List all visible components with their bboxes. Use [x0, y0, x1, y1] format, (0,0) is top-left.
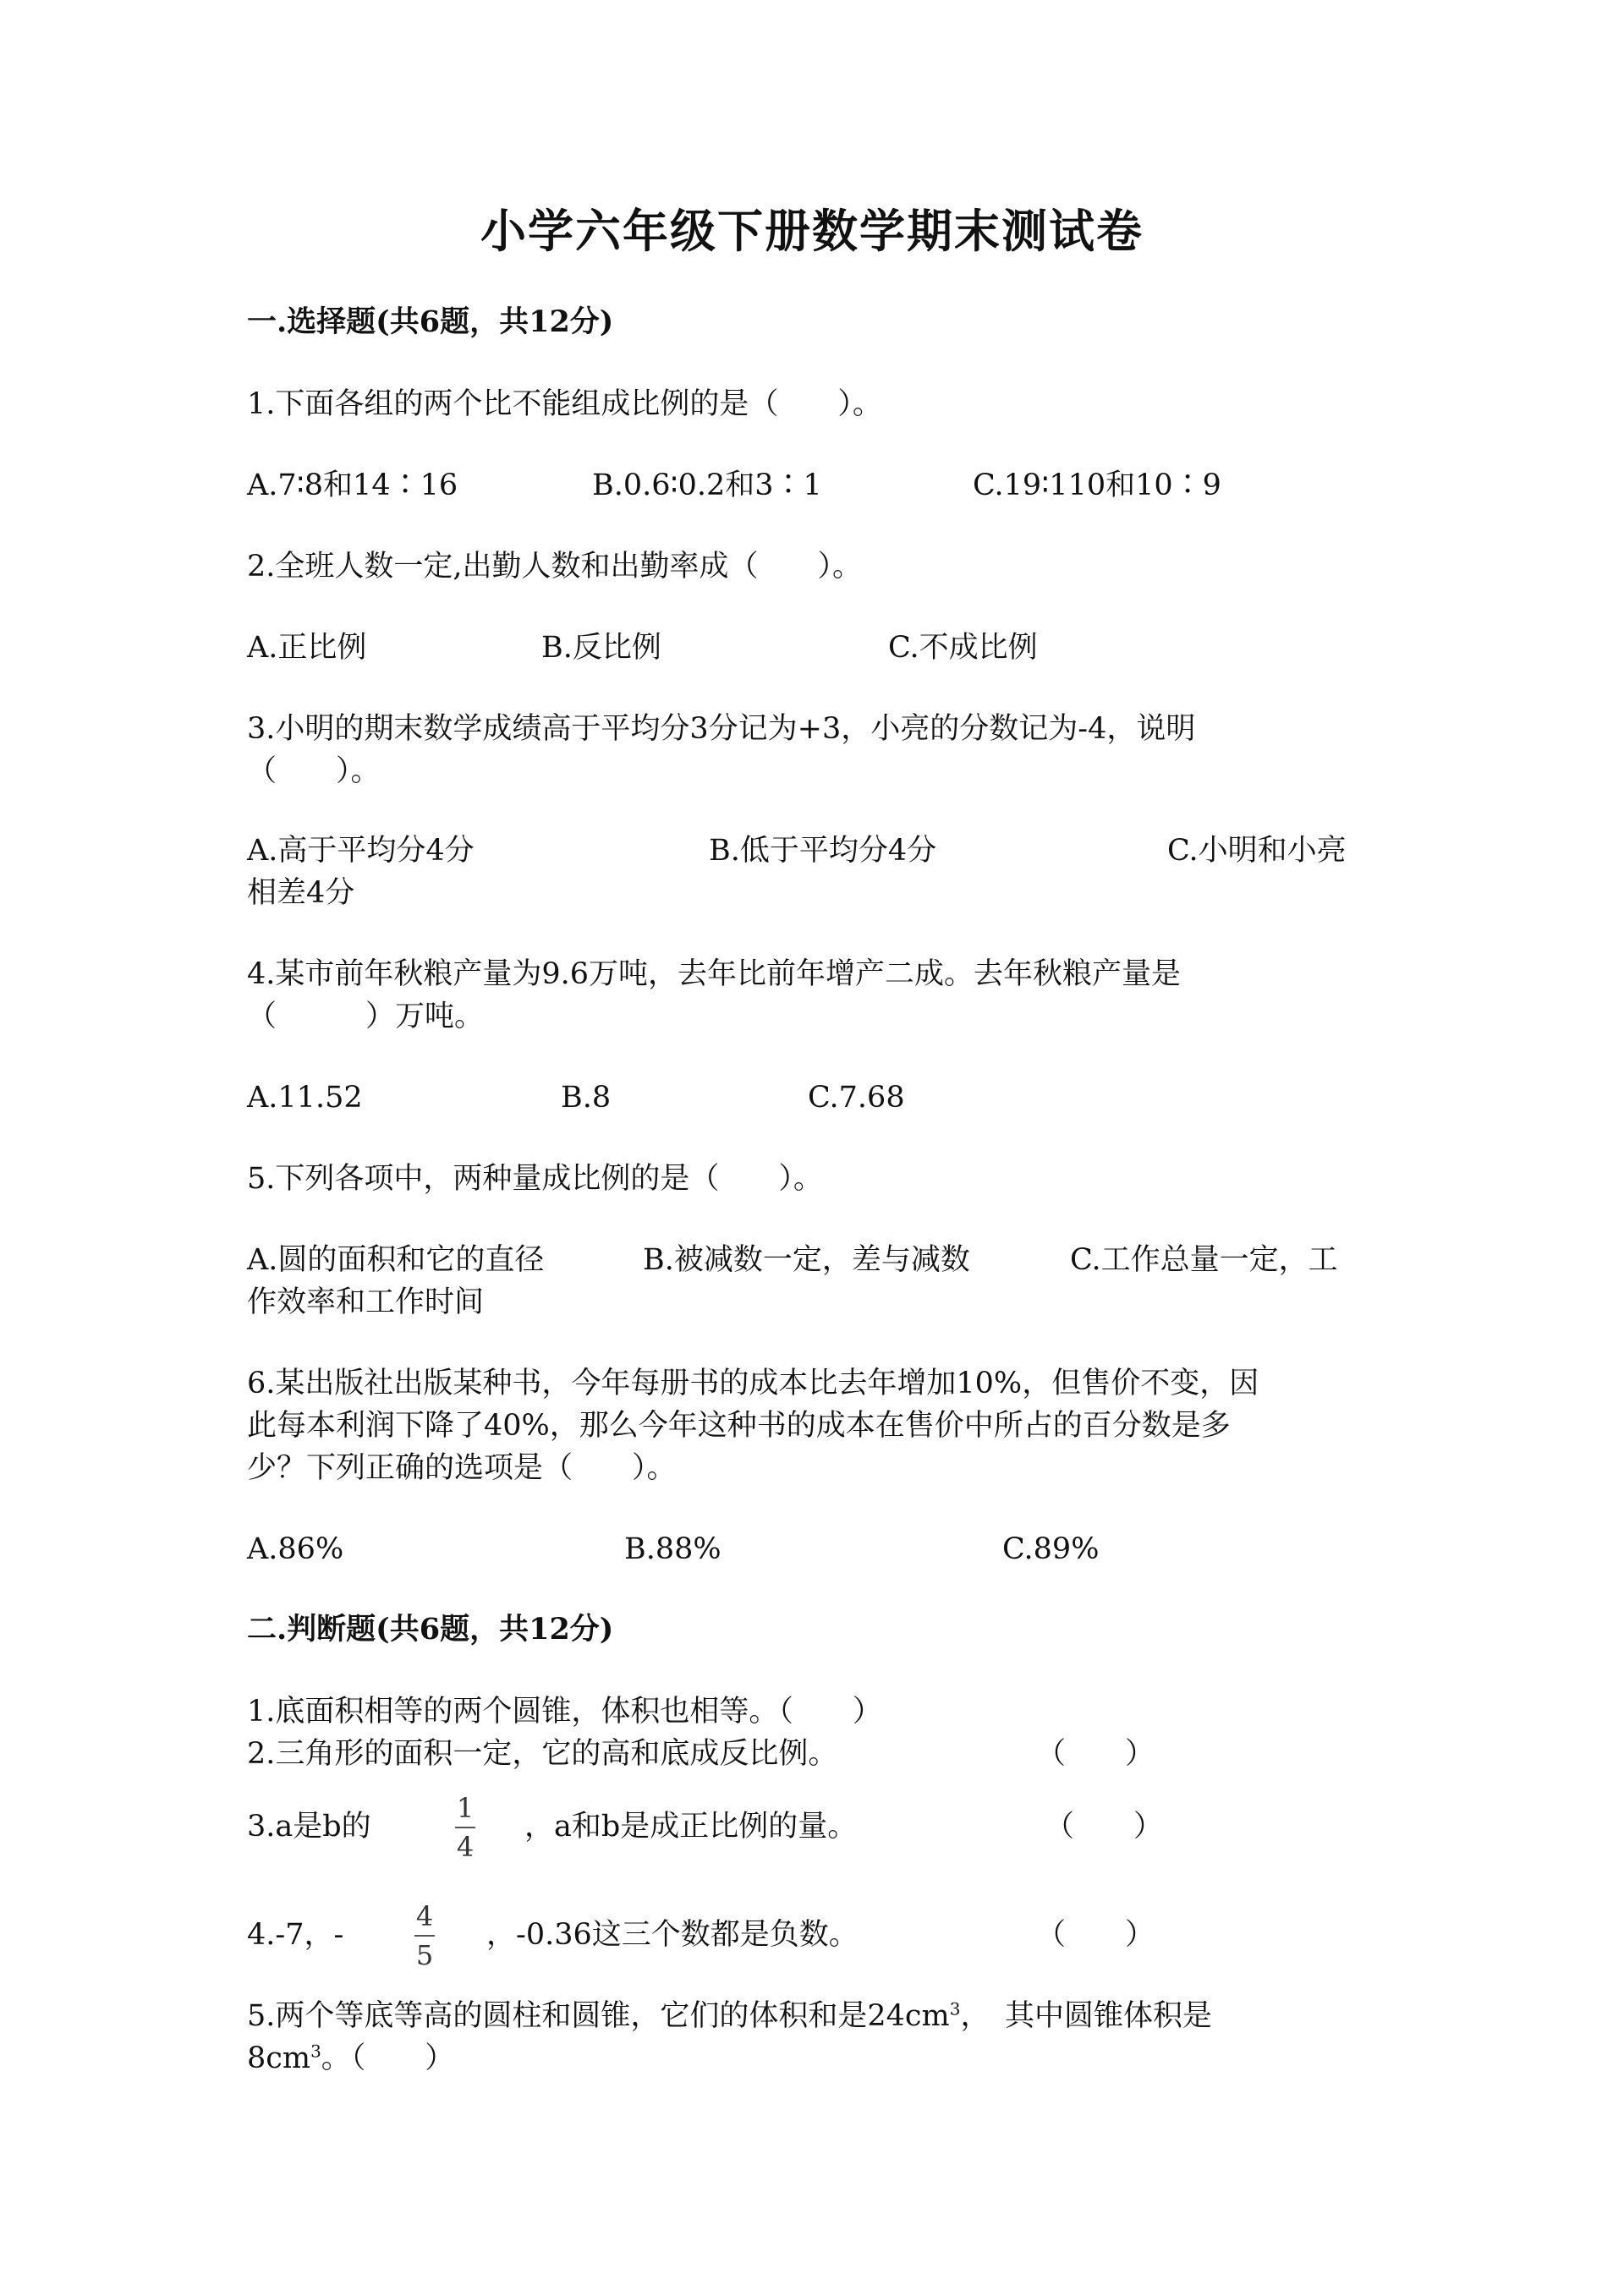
question-stem-line2: （ ）。	[247, 754, 381, 788]
option-a: A.7∶8和14∶16	[247, 469, 458, 502]
option-a: A.86%	[247, 1532, 344, 1566]
option-b: B.反比例	[541, 631, 661, 665]
option-b: B.0.6∶0.2和3∶1	[592, 469, 822, 502]
fraction-numerator: 4	[415, 1900, 434, 1932]
judgement-item: 1.底面积相等的两个圆锥，体积也相等。（ ）	[247, 1695, 882, 1729]
judgement-item-line1: 5.两个等底等高的圆柱和圆锥，它们的体积和是$24cm^3$， 其中圆锥体积是	[247, 1998, 1212, 2033]
judgement-item-suffix: ，a和b是成正比例的量。	[524, 1810, 858, 1844]
question-stem-line1: 3.小明的期末数学成绩高于平均分3分记为+3，小亮的分数记为-4，说明	[247, 712, 1196, 746]
option-c: C.89%	[1002, 1532, 1100, 1566]
section-heading-choice: 一.选择题(共6题，共12分)	[247, 304, 614, 339]
judgement-item-prefix: 4.-7，-	[247, 1918, 344, 1952]
question-stem-line1: 6.某出版社出版某种书，今年每册书的成本比去年增加10%，但售价不变，因	[247, 1367, 1259, 1400]
option-c: C.7.68	[808, 1081, 905, 1115]
option-a: A.11.52	[247, 1081, 363, 1115]
question-stem: 2.全班人数一定,出勤人数和出勤率成（ ）。	[247, 550, 863, 584]
judgement-item: 2.三角形的面积一定，它的高和底成反比例。	[247, 1737, 838, 1771]
option-b: B.88%	[624, 1532, 721, 1566]
answer-parentheses: （ ）	[1045, 1810, 1164, 1844]
option-c: C.19∶110和10∶9	[973, 469, 1221, 502]
option-a: A.高于平均分4分	[247, 834, 475, 868]
fraction-denominator: 4	[456, 1831, 475, 1863]
question-stem-line3: 少？下列正确的选项是（ ）。	[247, 1451, 677, 1485]
question-stem: 1.下面各组的两个比不能组成比例的是（ ）。	[247, 387, 882, 421]
answer-parentheses: （ ）	[1036, 1737, 1155, 1771]
fraction-numerator: 1	[456, 1792, 475, 1824]
fraction-bar	[414, 1935, 435, 1937]
section-heading-judgement: 二.判断题(共6题，共12分)	[247, 1612, 614, 1647]
fraction-denominator: 5	[415, 1939, 434, 1971]
page-title: 小学六年级下册数学期末测试卷	[480, 204, 1144, 258]
question-stem-line1: 4.某市前年秋粮产量为9.6万吨，去年比前年增产二成。去年秋粮产量是	[247, 957, 1182, 991]
judgement-item-prefix: 3.a是b的	[247, 1810, 371, 1844]
judgement-item-suffix: ，-0.36这三个数都是负数。	[486, 1918, 859, 1952]
fraction-one-quarter	[455, 1793, 475, 1862]
option-c: C.不成比例	[888, 631, 1038, 665]
option-c-continued: 相差4分	[247, 876, 355, 910]
question-stem-line2: 此每本利润下降了40%，那么今年这种书的成本在售价中所占的百分数是多	[247, 1409, 1231, 1443]
answer-parentheses: （ ）	[1036, 1918, 1155, 1952]
option-c-continued: 作效率和工作时间	[247, 1285, 485, 1319]
option-b: B.8	[561, 1081, 612, 1115]
option-a: A.正比例	[247, 631, 367, 665]
judgement-item-line2: $8cm^3$。（ ）	[247, 2041, 455, 2075]
fraction-bar	[455, 1827, 475, 1828]
option-c: C.小明和小亮	[1167, 834, 1347, 868]
option-b: B.低于平均分4分	[709, 834, 937, 868]
question-stem-line2: （ ）万吨。	[247, 1000, 485, 1033]
option-c: C.工作总量一定，工	[1070, 1243, 1338, 1277]
option-a: A.圆的面积和它的直径	[247, 1243, 545, 1277]
fraction-four-fifths	[414, 1901, 435, 1970]
question-stem: 5.下列各项中，两种量成比例的是（ ）。	[247, 1162, 823, 1196]
option-b: B.被减数一定，差与减数	[643, 1243, 970, 1277]
